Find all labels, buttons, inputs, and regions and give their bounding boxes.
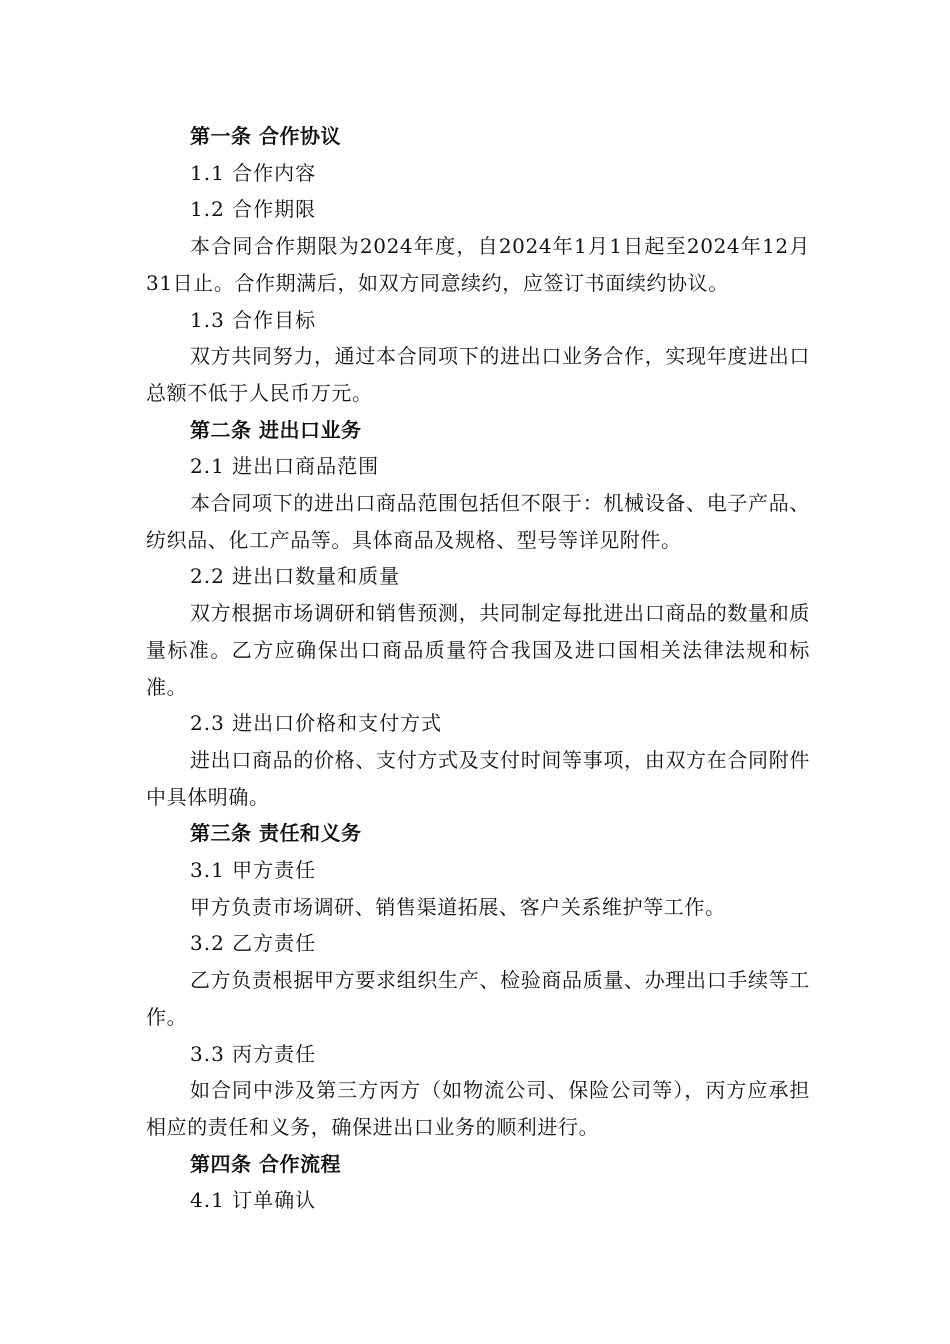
subsection-3-2-title: 3.2 乙方责任: [190, 931, 317, 956]
subsection-1-1-title: 1.1 合作内容: [190, 160, 317, 185]
subsection-3-2-text: 乙方负责根据甲方要求组织生产、检验商品质量、办理出口手续等工作。: [146, 968, 810, 1029]
subsection-4-1-title: 4.1 订单确认: [190, 1188, 317, 1213]
subsection-2-2-text: 双方根据市场调研和销售预测，共同制定每批进出口商品的数量和质量标准。乙方应确保出口商品质量符合我国及进口国相关法律法规和标准。: [146, 601, 810, 699]
subsection-3-3-title: 3.3 丙方责任: [190, 1041, 317, 1066]
section-heading-2: 第二条 进出口业务: [190, 417, 362, 442]
subsection-2-3-text: 进出口商品的价格、支付方式及支付时间等事项，由双方在合同附件中具体明确。: [146, 747, 810, 809]
subsection-2-3-title: 2.3 进出口价格和支付方式: [190, 711, 443, 736]
section-heading-4: 第四条 合作流程: [190, 1151, 341, 1176]
subsection-3-3-text: 如合同中涉及第三方丙方（如物流公司、保险公司等），丙方应承担相应的责任和义务，确保进出口业务的顺利进行。: [146, 1078, 810, 1139]
subsection-1-3-title: 1.3 合作目标: [190, 307, 317, 332]
subsection-2-2-title: 2.2 进出口数量和质量: [190, 564, 401, 589]
subsection-3-1-title: 3.1 甲方责任: [190, 858, 317, 883]
section-heading-1: 第一条 合作协议: [190, 124, 341, 148]
section-heading-3: 第三条 责任和义务: [190, 821, 362, 846]
document-body: [146, 118, 810, 1219]
subsection-1-3-text: 双方共同努力，通过本合同项下的进出口业务合作，实现年度进出口总额不低于人民币万元。: [146, 344, 810, 405]
subsection-1-2-title: 1.2 合作期限: [190, 197, 317, 222]
subsection-2-1-title: 2.1 进出口商品范围: [190, 454, 380, 479]
subsection-2-1-text: 本合同项下的进出口商品范围包括但不限于：机械设备、电子产品、纺织品、化工产品等。具体商品及规格、型号等详见附件。: [146, 491, 810, 552]
subsection-1-2-text: 本合同合作期限为2024年度，自2024年1月1日起至2024年12月31日止。合作期满后，如双方同意续约，应签订书面续约协议。: [146, 234, 810, 295]
subsection-3-1-text: 甲方负责市场调研、销售渠道拓展、客户关系维护等工作。: [190, 894, 726, 919]
